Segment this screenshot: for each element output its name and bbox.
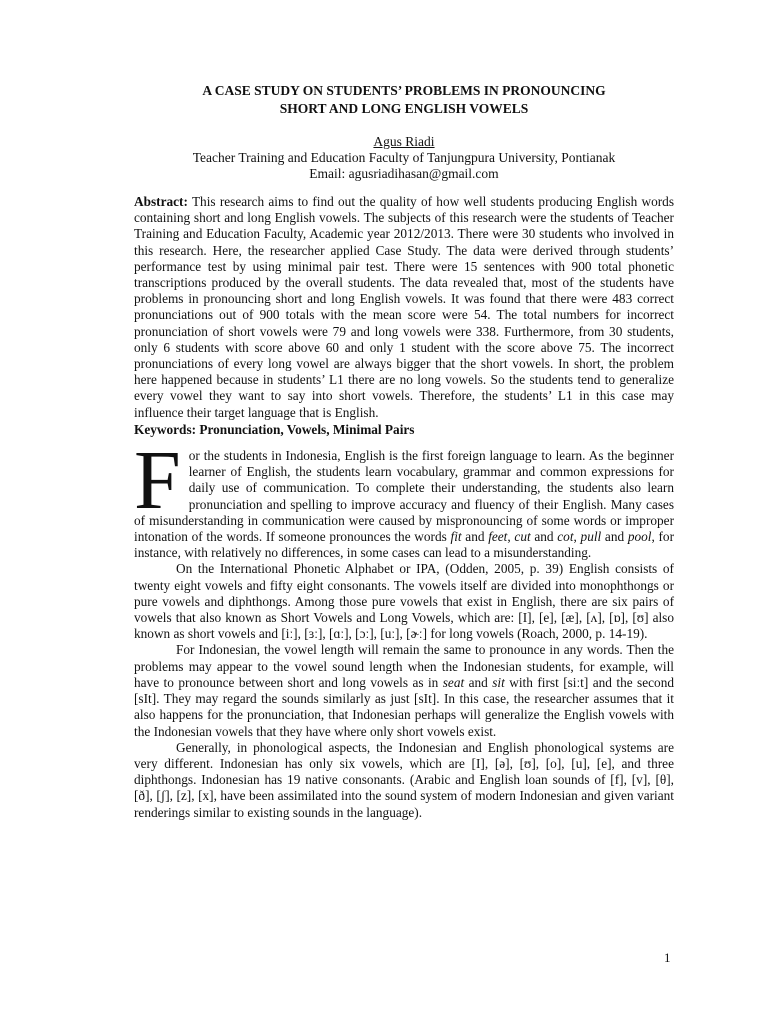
author-email: Email: agusriadihasan@gmail.com [309,166,499,181]
author-block [134,134,674,182]
page-number: 1 [664,950,671,965]
indonesian-vowel-paragraph [134,642,674,739]
intro-text-2: , for instance, with relatively no differences, in some cases can lead to a misunderstanding. [134,529,674,561]
phonology-paragraph: Generally, in phonological aspects, the Indonesian and English phonological systems are very different. Indonesian has only six vowels, which are [I], [ə], [ʊ], [o], [u], [e], and three diphthongs. Indonesian has 19 native consonants. (Arabic and English loan sounds of [f], [v], [θ], [ð], [ʃ], [z], [x], have been assimilated into the sound system of modern Indonesian and given variant renderings similar to existing sounds in the language). [134,739,674,820]
example-word-seat: seat [442,674,465,690]
intro-connector: and [461,529,489,545]
intro-connector: , [507,529,515,545]
example-word-pool: pool [627,529,652,545]
paper-title-line-1: A CASE STUDY ON STUDENTS’ PROBLEMS IN PRONOUNCING [202,83,606,98]
keywords-line: Keywords: Pronunciation, Vowels, Minimal Pairs [134,421,415,437]
example-word-cut: cut [514,529,531,545]
abstract-text: This research aims to find out the quality of how well students producing English words containing short and long English vowels. The subjects of this research were the students of Teacher Training and Education Faculty, Academic year 2012/2013. There were 30 students who involved in this research. Here, the researcher applied Case Study. The data were derived through students’ performance test by using minimal pair test. There were 15 sentences with 900 total phonetic transcriptions produced by the overall students. The data revealed that, most of the students have problems in pronouncing short and long English vowels. It was found that there were 483 correct pronunciations out of 900 totals with the mean score were 54. The total numbers for incorrect pronunciation of short vowels were 79 and long vowels were 338. Furthermore, from 30 students, only 6 students with score above 60 and only 1 student with the score above 75. The incorrect pronunciations of every long vowel are always bigger that the short vowels. In short, the problem here happened because in students’ L1 there are no long vowels. So the students tend to generalize every vowel they want to say into short vowels. Therefore, the students’ L1 in this case may influence their target language that is English. [134,194,674,420]
intro-connector: , [573,529,581,545]
example-word-feet: feet [488,529,508,545]
ipa-paragraph: On the International Phonetic Alphabet or IPA, (Odden, 2005, p. 39) English consists of twenty eight vowels and fifty eight consonants. The vowels itself are divided into monophthongs or pure vowels and diphthongs. Among those pure vowels that exist in English, there are six pairs of vowels that also known as Short Vowels and Long Vowels, which are: [I], [e], [æ], [ʌ], [ɒ], [ʊ] also known as short vowels and [iː], [ɜː], [ɑː], [ɔː], [uː], [ɚː] for long vowels (Roach, 2000, p. 14-19). [134,561,674,642]
drop-cap: F [134,434,181,528]
abstract-paragraph [134,194,674,421]
intro-text-1: or the students in Indonesia, English is the first foreign language to learn. As the beginner learner of English, the students learn vocabulary, grammar and common expressions for daily use of communication. To complete their understanding, the students also learn pronunciation and spelling to improve accuracy and fluency of their English. Many cases of misunderstanding in communication were caused by mispronouncing of some words or improper intonation of the words. If someone pronounces the words [134,448,674,545]
example-word-fit: fit [450,529,462,545]
example-word-cot: cot [557,529,574,545]
intro-connector: and [530,529,558,545]
example-word-pull: pull [580,529,602,545]
author-name: Agus Riadi [373,134,435,149]
example-word-sit: sit [492,674,505,690]
para3-text-2: with first [siːt] and the second [sIt]. They may regard the sounds similarly as just [sIt]. In this case, the researcher assumes that it also happens for the pronunciation, that Indonesian perhaps will generalize the English vowels with the Indonesian vowels that they have where only short vowels exist. [134,674,674,739]
abstract-label: Abstract: [134,194,188,209]
para3-connector: and [464,674,493,690]
paper-body [134,194,674,821]
paper-title [134,82,674,118]
intro-connector: and [601,529,628,545]
author-affiliation: Teacher Training and Education Faculty of Tanjungpura University, Pontianak [192,150,616,165]
para3-text-1: For Indonesian, the vowel length will remain the same to pronounce in any words. Then the problems may appear to the vowel sound length when the Indonesian students, for example, will have to pronounce between short and long vowels as in [134,642,674,690]
paper-title-line-2: SHORT AND LONG ENGLISH VOWELS [279,101,529,116]
intro-paragraph [134,434,674,561]
